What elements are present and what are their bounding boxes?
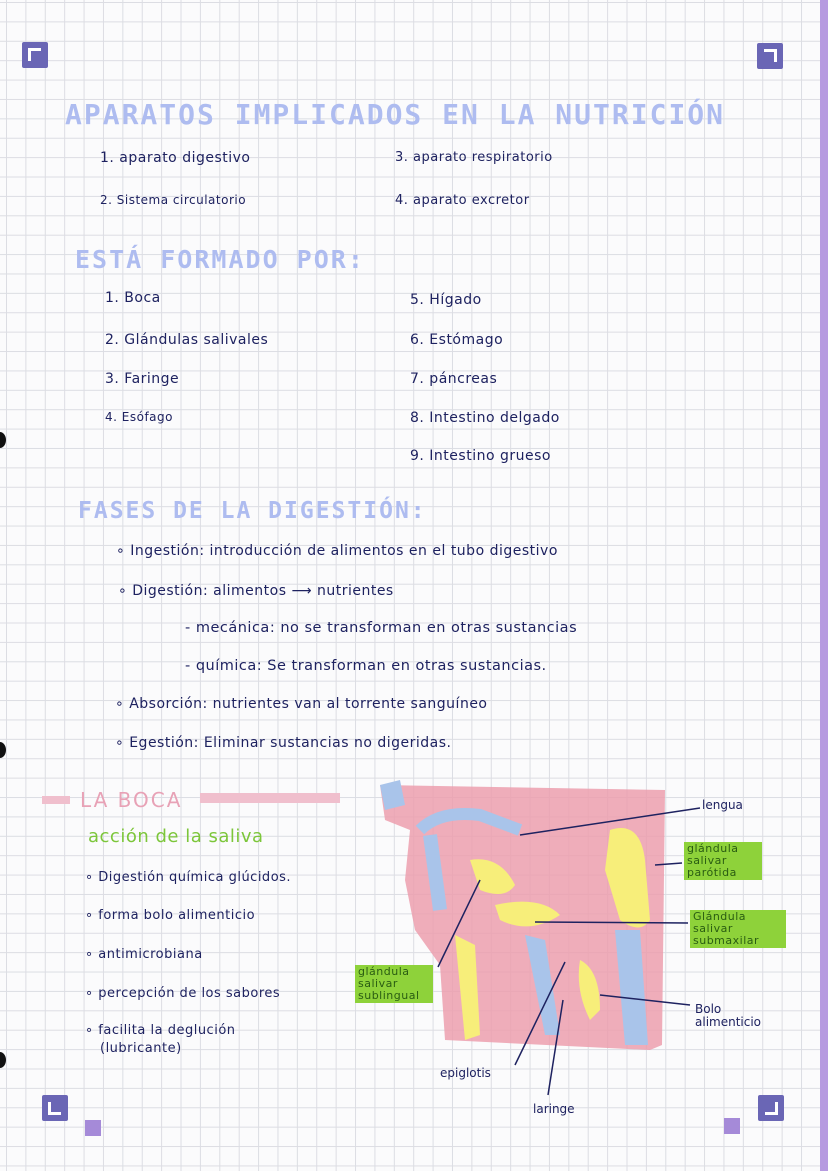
list-item: ∘ Absorción: nutrientes van al torrente sanguíneo xyxy=(115,696,488,712)
section-heading: LA BOCA xyxy=(80,788,183,812)
diagram-label: Bolo alimenticio xyxy=(695,1002,762,1029)
list-item: - mecánica: no se transforman en otras sustancias xyxy=(185,620,578,636)
subheading: acción de la saliva xyxy=(88,826,264,847)
list-item: ∘ facilita la deglución xyxy=(85,1023,236,1038)
list-item: 9. Intestino grueso xyxy=(410,448,551,464)
list-item: 4. aparato excretor xyxy=(395,193,530,208)
list-item: 1. aparato digestivo xyxy=(100,150,251,166)
list-item: ∘ Ingestión: introducción de alimentos en el tubo digestivo xyxy=(116,543,558,559)
list-item: 7. páncreas xyxy=(410,371,498,387)
diagram-label: laringe xyxy=(533,1102,575,1116)
list-item: ∘ Digestión: alimentos ⟶ nutrientes xyxy=(118,583,394,599)
page-title: APARATOS IMPLICADOS EN LA NUTRICIÓN xyxy=(65,98,726,131)
list-item: ∘ Digestión química glúcidos. xyxy=(85,870,292,885)
list-item: 5. Hígado xyxy=(410,292,482,308)
list-item: 3. aparato respiratorio xyxy=(395,150,553,165)
list-item: ∘ percepción de los sabores xyxy=(85,986,281,1001)
section-heading: ESTÁ FORMADO POR: xyxy=(75,245,365,274)
diagram-label: epiglotis xyxy=(440,1066,491,1080)
list-item: 3. Faringe xyxy=(105,371,180,387)
list-item: ∘ antimicrobiana xyxy=(85,947,203,962)
list-item: 8. Intestino delgado xyxy=(410,410,560,426)
list-item: 2. Glándulas salivales xyxy=(105,332,269,348)
diagram-label: lengua xyxy=(702,798,743,812)
list-item: (lubricante) xyxy=(100,1041,182,1056)
list-item: 2. Sistema circulatorio xyxy=(100,193,247,207)
diagram-label: glándula salivar sublingual xyxy=(355,965,433,1003)
diagram-label: Glándula salivar submaxilar xyxy=(690,910,786,948)
diagram-label: glándula salivar parótida xyxy=(684,842,762,880)
list-item: - química: Se transforman en otras sustancias. xyxy=(185,658,547,674)
list-item: 1. Boca xyxy=(105,290,161,306)
list-item: 6. Estómago xyxy=(410,332,504,348)
section-heading: FASES DE LA DIGESTIÓN: xyxy=(78,498,427,524)
list-item: ∘ Egestión: Eliminar sustancias no digeridas. xyxy=(115,735,452,751)
list-item: 4. Esófago xyxy=(105,410,173,424)
list-item: ∘ forma bolo alimenticio xyxy=(85,908,256,923)
